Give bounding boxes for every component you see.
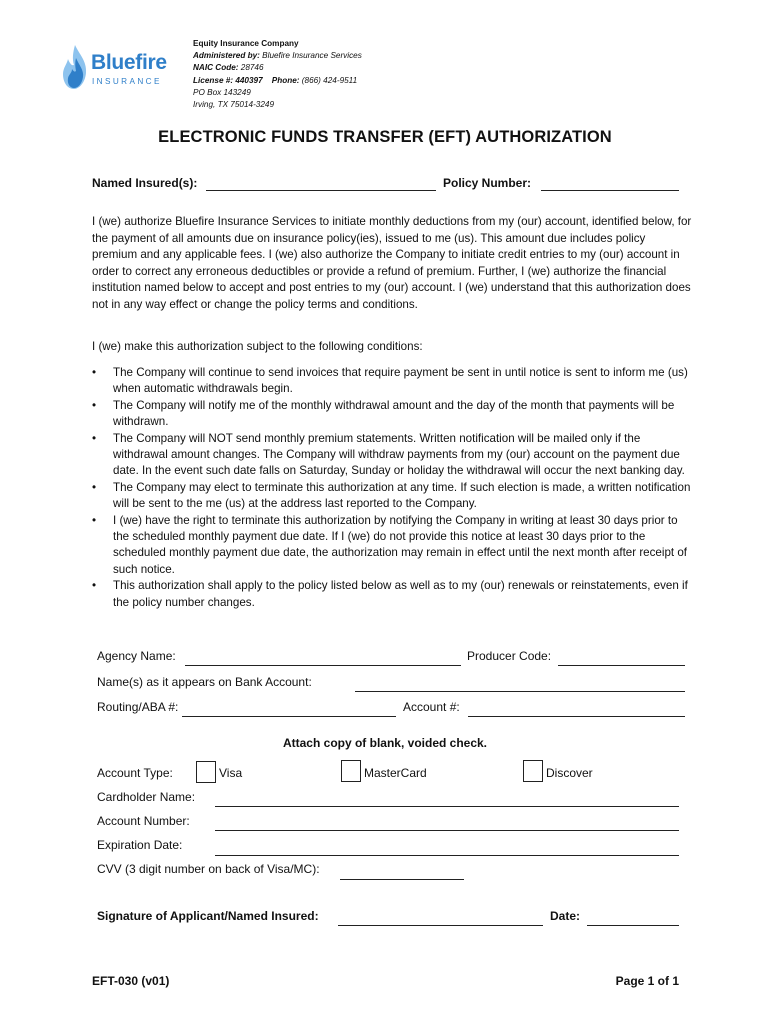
cvv-field[interactable]	[340, 879, 464, 880]
visa-checkbox[interactable]	[196, 761, 216, 783]
list-item: • The Company will continue to send invoices that require payment be sent in until notice is sent to inform me (us) when automatic withdrawals begin.	[92, 366, 688, 396]
card-account-number-label: Account Number:	[97, 814, 190, 828]
expiration-date-field[interactable]	[215, 855, 679, 856]
discover-label: Discover	[546, 766, 593, 780]
producer-code-label: Producer Code:	[467, 649, 552, 663]
form-id: EFT-030 (v01)	[92, 974, 170, 988]
naic-line: NAIC Code: 28746	[193, 63, 264, 73]
administered-line: Administered by: Bluefire Insurance Services	[193, 51, 362, 61]
attach-check-note: Attach copy of blank, voided check.	[282, 736, 488, 750]
conditions-intro: I (we) make this authorization subject to the following conditions:	[92, 340, 423, 353]
list-item: • The Company will notify me of the monthly withdrawal amount and the day of the month that payments will be withdrawn.	[92, 398, 675, 429]
agency-name-label: Agency Name:	[97, 649, 176, 663]
address-line-2: Irving, TX 75014-3249	[193, 100, 275, 110]
account-field[interactable]	[468, 716, 685, 717]
account-names-field[interactable]	[355, 691, 685, 692]
list-item: • The Company may elect to terminate this authorization at any time. If such election is made, a written notification will be sent to the me (us) at the address last reported to the Company.	[92, 480, 691, 511]
account-number-label: Account #:	[403, 700, 460, 714]
conditions-list	[92, 365, 692, 611]
account-names-label: Name(s) as it appears on Bank Account:	[97, 675, 312, 689]
signature-field[interactable]	[338, 925, 543, 926]
license-line: License #: 440397 Phone: (866) 424-9511	[193, 75, 358, 85]
producer-code-field[interactable]	[558, 665, 685, 666]
discover-checkbox[interactable]	[523, 760, 543, 782]
authorization-paragraph: I (we) authorize Bluefire Insurance Services to initiate monthly deductions from my (our) account, identified below, for the payment of all amounts due on insurance policy(ies), issued to me (us). This amount due includes policy premium and any applicable fees. I (we) also authorize the Company to initiate credit entries to my (our) account in order to correct any erroneous deductibles or provide a refund of premium. Further, I (we) authorize the financial institution named below to accept and post entries to my (our) account. I (we) understand that this authorization does not in any way effect or change the policy terms and conditions.	[92, 215, 692, 311]
cardholder-name-field[interactable]	[215, 806, 679, 807]
address-line-1: PO Box 143249	[193, 87, 251, 97]
list-item: • This authorization shall apply to the policy listed below as well as to my (our) renewals or reinstatements, even if the policy number changes.	[92, 579, 688, 609]
list-item: • I (we) have the right to terminate this authorization by notifying the Company in writing at least 30 days prior to the scheduled monthly payment due date. If I (we) do not provide this notice at least 30 days prior to the scheduled monthly payment due date, the authorization may remain in effect until the next month after receipt of such notice.	[92, 513, 688, 576]
logo-subtitle: INSURANCE	[92, 77, 162, 86]
named-insured-field[interactable]	[206, 190, 436, 191]
named-insured-label: Named Insured(s):	[92, 176, 198, 190]
policy-number-field[interactable]	[541, 190, 679, 191]
form-title: ELECTRONIC FUNDS TRANSFER (EFT) AUTHORIZATION	[158, 128, 612, 146]
visa-label: Visa	[219, 766, 243, 780]
mastercard-label: MasterCard	[364, 766, 427, 780]
policy-number-label: Policy Number:	[443, 176, 532, 190]
company-name: Equity Insurance Company	[193, 39, 299, 48]
list-item: • The Company will NOT send monthly premium statements. Written notification will be mailed only if the withdrawal amount changes. The Company will withdraw payments from my (our) account on the payment due date. In the event such date falls on Saturday, Sunday or holiday the withdrawal will occur the next banking day.	[92, 431, 685, 478]
agency-name-field[interactable]	[185, 665, 461, 666]
bluefire-logo	[62, 44, 182, 90]
logo-word: Bluefire	[91, 51, 167, 74]
cvv-label: CVV (3 digit number on back of Visa/MC):	[97, 862, 320, 876]
mastercard-checkbox[interactable]	[341, 760, 361, 782]
card-account-number-field[interactable]	[215, 830, 679, 831]
date-field[interactable]	[587, 925, 679, 926]
routing-label: Routing/ABA #:	[97, 700, 179, 714]
account-type-label: Account Type:	[97, 766, 173, 780]
company-header	[193, 38, 362, 111]
date-label: Date:	[550, 909, 581, 923]
signature-label: Signature of Applicant/Named Insured:	[97, 909, 319, 923]
cardholder-name-label: Cardholder Name:	[97, 790, 196, 804]
page-number: Page 1 of 1	[615, 974, 679, 988]
routing-field[interactable]	[182, 716, 396, 717]
flame-icon	[62, 44, 88, 90]
expiration-date-label: Expiration Date:	[97, 838, 183, 852]
